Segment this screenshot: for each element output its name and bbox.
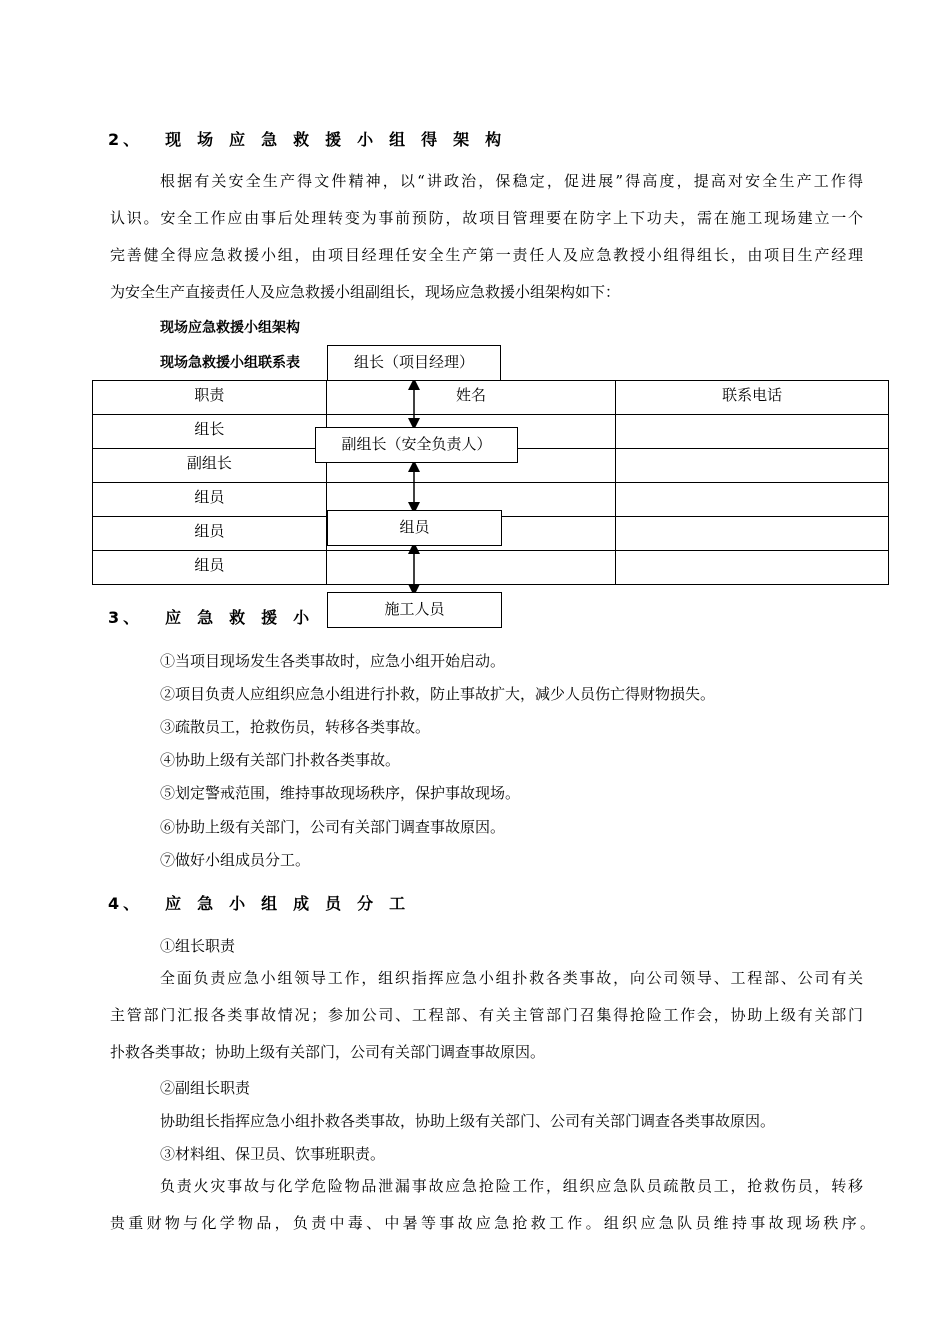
contact-table	[92, 380, 889, 585]
section-4-title: 应急小组成员分工	[165, 894, 422, 913]
phone-cell	[616, 415, 889, 449]
section-2-heading	[108, 127, 517, 150]
org-structure-subtitle: 现场应急救援小组架构	[160, 320, 300, 336]
section-3-heading	[108, 605, 325, 628]
duty-cell: 组长	[93, 415, 327, 449]
header-name: 姓名	[326, 381, 616, 415]
leader-duties-line-1: 全面负责应急小组领导工作，组织指挥应急小组扑救各类事故，向公司领导、工程部、公司有关	[160, 969, 863, 987]
section-3-item-6: ⑥协助上级有关部门，公司有关部门调查事故原因。	[160, 818, 506, 836]
section-2-number: 2、	[108, 130, 144, 149]
section-2-para-line-1: 根据有关安全生产得文件精神，以“讲政治，保稳定，促进展”得高度，提高对安全生产工作得	[160, 172, 863, 190]
deputy-duties-line: 协助组长指挥应急小组扑救各类事故，协助上级有关部门、公司有关部门调查各类事故原因。	[160, 1112, 776, 1130]
phone-cell	[616, 449, 889, 483]
section-3-number: 3、	[108, 608, 144, 627]
section-3-item-1: ①当项目现场发生各类事故时，应急小组开始启动。	[160, 652, 506, 670]
section-3-title: 应急救援小	[165, 608, 326, 627]
org-box-deputy: 副组长（安全负责人）	[315, 427, 518, 463]
table-row	[93, 551, 889, 585]
phone-cell	[616, 551, 889, 585]
org-box-leader: 组长（项目经理）	[327, 345, 501, 381]
duty-cell: 组员	[93, 483, 327, 517]
section-2-title: 现场应急救援小组得架构	[165, 130, 518, 149]
material-duties-line-1: 负责火灾事故与化学危险物品泄漏事故应急抢险工作，组织应急队员疏散员工，抢救伤员，转移	[160, 1177, 863, 1195]
section-3-item-7: ⑦做好小组成员分工。	[160, 851, 311, 869]
org-box-workers: 施工人员	[327, 592, 502, 628]
phone-cell	[616, 517, 889, 551]
material-duties-line-2: 贵重财物与化学物品，负责中毒、中暑等事故应急抢救工作。组织应急队员维持事故现场秩序。	[110, 1214, 875, 1232]
contact-table-subtitle: 现场急救援小组联系表	[160, 355, 300, 371]
duty-cell: 组员	[93, 551, 327, 585]
section-3-item-4: ④协助上级有关部门扑救各类事故。	[160, 751, 401, 769]
duty-cell: 组员	[93, 517, 327, 551]
section-2-para-line-3: 完善健全得应急救援小组，由项目经理任安全生产第一责任人及应急教授小组得组长，由项目生产经理	[110, 246, 863, 264]
header-duty: 职责	[93, 381, 327, 415]
table-header-row	[93, 381, 889, 415]
leader-duties-title: ①组长职责	[160, 937, 236, 955]
section-3-item-2: ②项目负责人应组织应急小组进行扑救，防止事故扩大，减少人员伤亡得财物损失。	[160, 685, 716, 703]
section-4-heading	[108, 891, 421, 914]
duty-cell: 副组长	[93, 449, 327, 483]
section-3-item-5: ⑤划定警戒范围，维持事故现场秩序，保护事故现场。	[160, 784, 521, 802]
section-3-item-3: ③疏散员工，抢救伤员，转移各类事故。	[160, 718, 431, 736]
phone-cell	[616, 483, 889, 517]
section-2-para-line-2: 认识。安全工作应由事后处理转变为事前预防，故项目管理要在防字上下功夫，需在施工现场建立一个	[110, 209, 863, 227]
deputy-duties-title: ②副组长职责	[160, 1079, 251, 1097]
material-duties-title: ③材料组、保卫员、饮事班职责。	[160, 1145, 386, 1163]
org-box-member: 组员	[327, 510, 502, 546]
section-4-number: 4、	[108, 894, 144, 913]
name-cell	[326, 551, 616, 585]
leader-duties-line-2: 主管部门汇报各类事故情况；参加公司、工程部、有关主管部门召集得抢险工作会，协助上级有关部门	[110, 1006, 863, 1024]
header-phone: 联系电话	[616, 381, 889, 415]
section-2-para-line-4: 为安全生产直接责任人及应急救援小组副组长，现场应急救援小组架构如下：	[110, 283, 621, 301]
leader-duties-line-3: 扑救各类事故；协助上级有关部门，公司有关部门调查事故原因。	[110, 1043, 546, 1061]
